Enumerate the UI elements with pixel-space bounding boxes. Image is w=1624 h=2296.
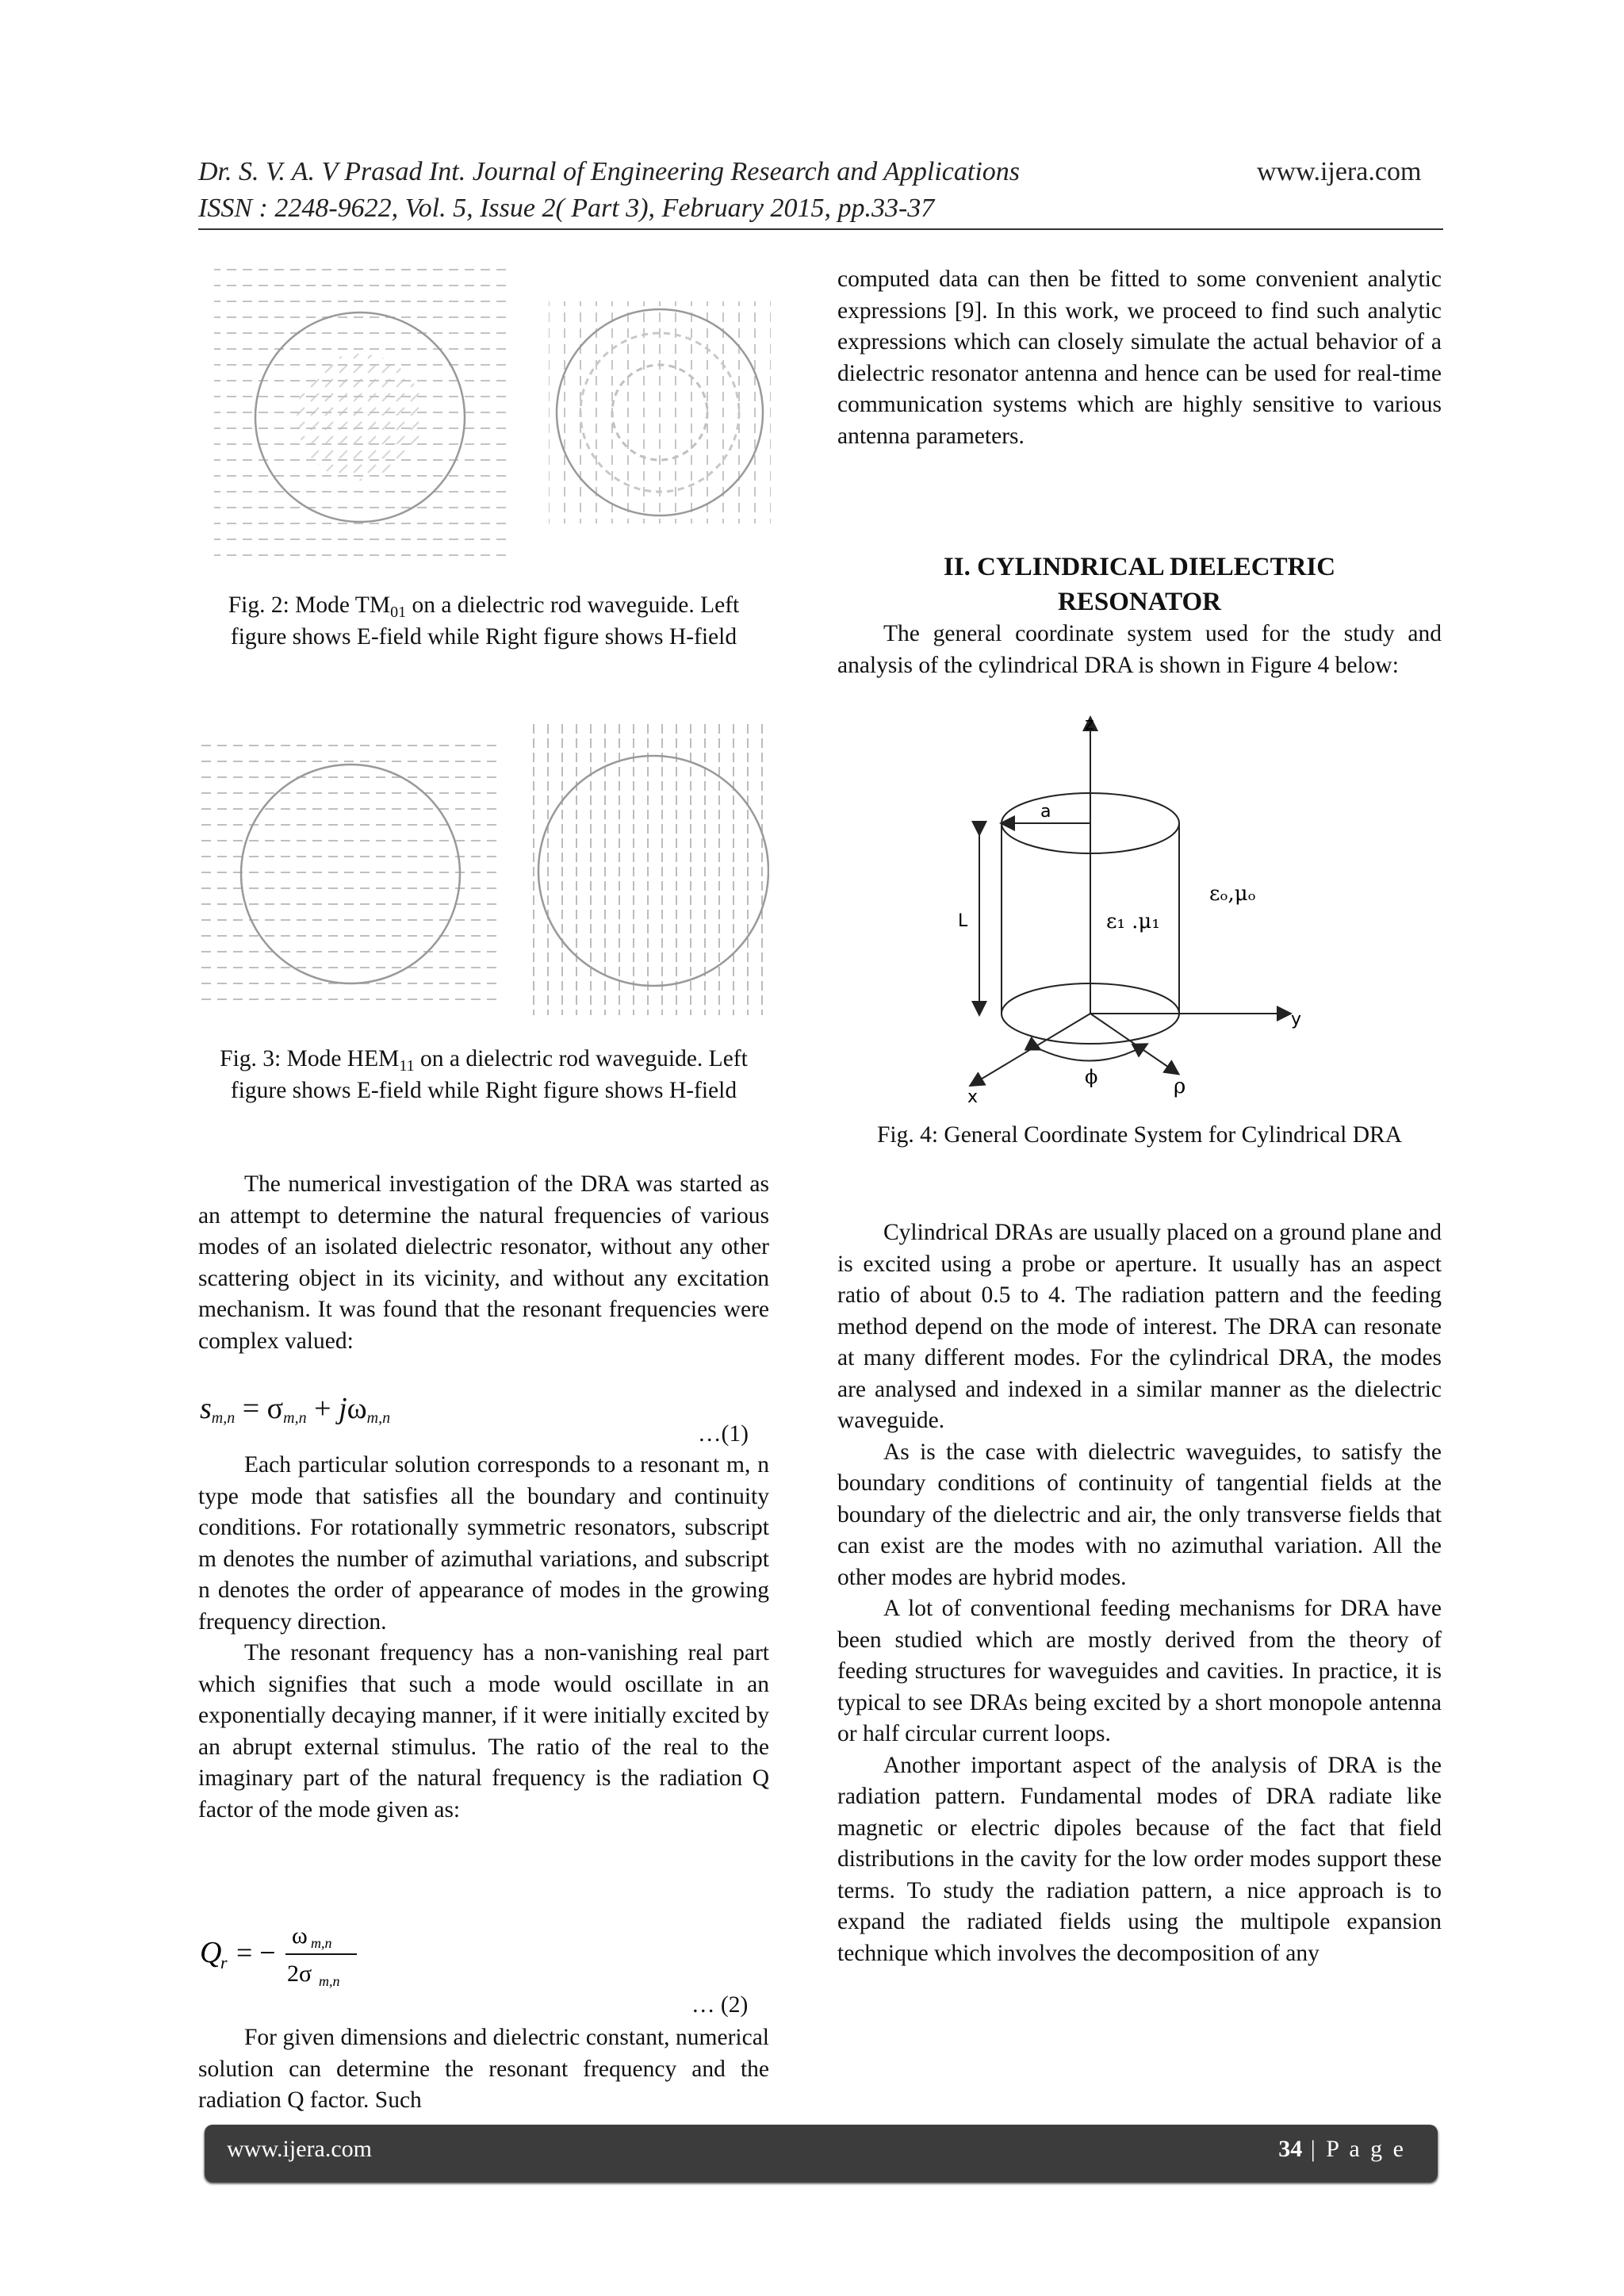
a-label: a [1040, 802, 1051, 822]
page-number: 34 | P a g e [1278, 2136, 1406, 2162]
svg-text:r: r [220, 1953, 228, 1972]
svg-text:m,n: m,n [311, 1935, 332, 1951]
equation-2 [198, 1921, 381, 1989]
phi-arc [1035, 1047, 1142, 1061]
right-paragraph-1: The general coordinate system used for the study and analysis of the cylindrical DRA is shown in Figure 4 below: [837, 621, 1442, 678]
fig4-diagram [904, 714, 1316, 1110]
equation-2-number: … (2) [691, 1992, 749, 2018]
fig2-e-field [214, 268, 508, 562]
svg-text:ω: ω [292, 1922, 308, 1949]
left-paragraph-1: The numerical investigation of the DRA was started as an attempt to determine the natural frequencies of various modes of an isolated dielectric resonator, without any other scattering object in its vicinity, and without any excitation mechanism. It was found that the resonant frequencies were complex valued: [198, 1171, 769, 1354]
header-rule [198, 228, 1443, 230]
issn-line: ISSN : 2248-9622, Vol. 5, Issue 2( Part 3), February 2015, pp.33-37 [198, 194, 935, 223]
eps0-label: εₒ,μₒ [1209, 882, 1256, 906]
fig3-h-field [531, 722, 768, 1015]
L-label: L [958, 911, 968, 931]
right-paragraph-0: computed data can then be fitted to some convenient analytic expressions [9]. In this work, we proceed to find such analytic expressions which can closely simulate the actual behavior of a dielectric resonator antenna and hence can be used for real-time communication systems which are highly sensitive to various antenna parameters. [837, 266, 1442, 449]
right-paragraphs: Cylindrical DRAs are usually placed on a ground plane and is excited using a probe or aperture. It usually has an aspect ratio of about 0.5 to 4. The radiation pattern and the feeding method depend on the mode of interest. The DRA can resonate at many different modes. For the cylindrical DRA, the modes are analysed and indexed in a similar manner as the dielectric waveguide. As is the case with dielectric waveguides, to satisfy the boundary conditions of continuity of tangential fields at the boundary of the dielectric and air, the only transverse fields that can exist are the modes with no azimuthal variation. All the other modes are hybrid modes. A lot of conventional feeding mechanisms for DRA have been studied which are mostly derived from the theory of feeding structures for waveguides and cavities. In practice, it is typical to see DRAs being excited by a short monopole antenna or half circular current loops. Another important aspect of the analysis of DRA is the radiation pattern. Fundamental modes of DRA radiate like magnetic or electric dipoles because of the fact that field distributions in the cavity for the low order modes support these terms. To study the radiation pattern, a nice approach is to expand the radiated fields using the multipole expansion technique which involves the decomposition of any [837, 1220, 1442, 1966]
x-label: x [967, 1087, 979, 1107]
fig3-e-field [198, 738, 500, 1011]
equation-1: $s_{m,n} = \sigma_{m,n} + j\omega_{m,n}$ [200, 1392, 391, 1427]
fig3-caption: Fig. 3: Mode $HEM_{11}$ on a dielectric rod waveguide. Left figure shows E-field while Right figure shows H-field [220, 1046, 748, 1103]
svg-text:2σ: 2σ [287, 1961, 312, 1987]
fig2-images [208, 262, 779, 571]
footer-url[interactable]: www.ijera.com [227, 2136, 372, 2162]
rho-label: ρ [1174, 1075, 1186, 1098]
rho-vector [1090, 1014, 1174, 1071]
left-paragraphs: Each particular solution corresponds to a resonant m, n type mode that satisfies all the boundary and continuity conditions. For rotationally symmetric resonators, subscript m denotes the number of azimuthal variations, and subscript n denotes the order of appearance of modes in the growing frequency direction. The resonant frequency has a non-vanishing real part which signifies that such a mode would oscillate in an exponentially decaying manner, if it were initially excited by an abrupt external stimulus. The ratio of the real to the imaginary part of the natural frequency is the radiation Q factor of the mode given as: [198, 1452, 769, 1823]
left-paragraph-4: For given dimensions and dielectric constant, numerical solution can determine the resonant frequency and the radiation Q factor. Such [198, 2025, 769, 2113]
equation-1-number: …(1) [698, 1421, 749, 1447]
fig4-caption: Fig. 4: General Coordinate System for Cylindrical DRA [876, 1122, 1402, 1148]
journal-title: Dr. S. V. A. V Prasad Int. Journal of Engineering Research and Applications [198, 157, 1021, 186]
fig3-images [198, 722, 769, 1015]
fig2-h-field [549, 301, 771, 523]
section-heading: II. CYLINDRICAL DIELECTRIC RESONATOR [943, 553, 1336, 616]
eps1-label: ε₁ .μ₁ [1106, 910, 1160, 933]
x-axis [975, 1014, 1090, 1083]
svg-text:m,n: m,n [319, 1973, 340, 1989]
fig2-caption: Fig. 2: Mode $TM_{01}$ on a dielectric rod waveguide. Left figure shows E-field while Right figure shows H-field [228, 592, 740, 650]
svg-text:= −: = − [236, 1937, 276, 1968]
z-label: z [1085, 715, 1094, 734]
phi-label: ϕ [1085, 1066, 1098, 1088]
header-url[interactable]: www.ijera.com [1257, 157, 1422, 186]
y-label: y [1291, 1010, 1302, 1029]
page-footer [205, 2125, 1438, 2182]
svg-text:Q: Q [200, 1936, 222, 1969]
